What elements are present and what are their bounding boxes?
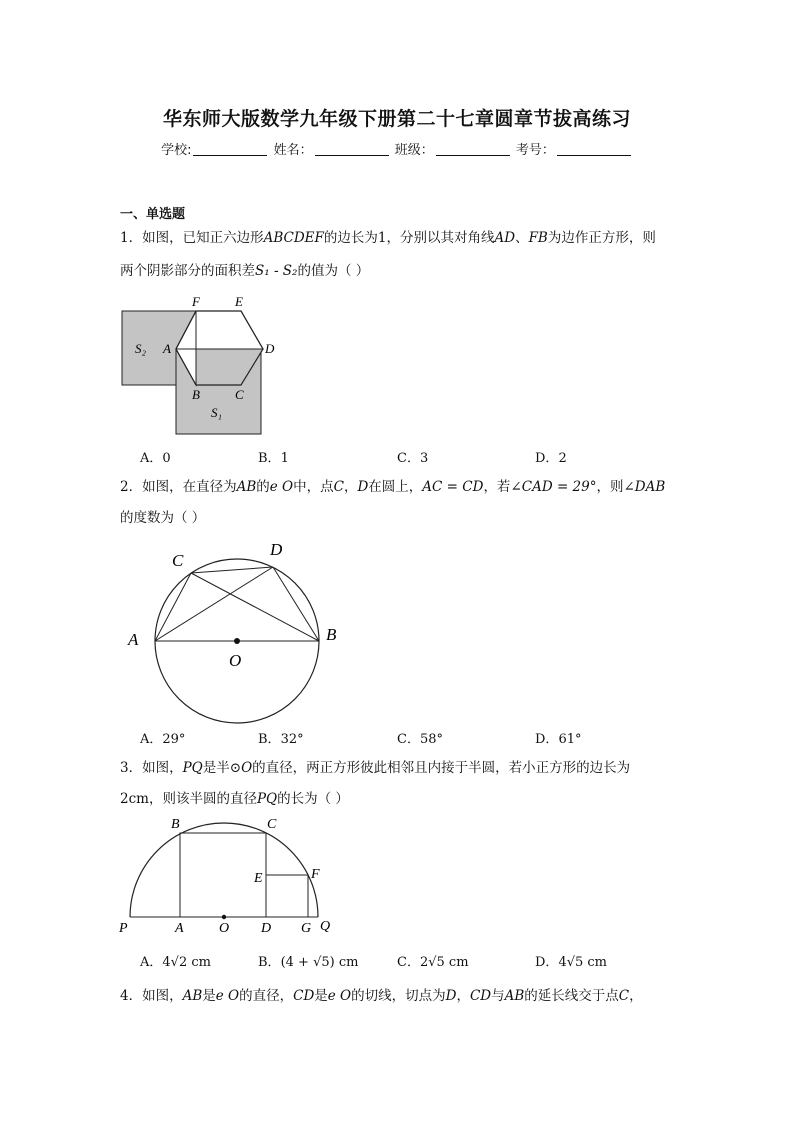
question-1-line-2 [120,262,369,280]
q-math: AB [236,479,257,495]
label-b: B [171,817,180,832]
option-text: 4√2 cm [162,955,211,970]
center-point [234,638,240,644]
segment-cd [191,567,273,573]
q-text: 为边作正方形，则 [547,230,656,246]
option-text: 2 [558,451,567,466]
label-d: D [270,540,283,559]
semicircle [130,823,318,917]
q-text: 在圆上， [368,479,423,495]
school-label: 学校: [161,143,192,158]
question-2-figure [120,535,360,725]
q-text: 如图， [142,988,183,1004]
q-text: 的切线，切点为 [351,988,446,1004]
q-text: 如图， [142,760,183,776]
option-key: C． [397,732,420,747]
question-number: 3． [120,760,143,776]
q-text: ， [343,479,358,495]
q-text: 的值为（ ） [297,263,370,279]
exam-no-label: 考号： [515,143,555,158]
q-math: S₁ - S₂ [255,263,298,279]
label-a: A [163,341,171,356]
option-text: 4√5 cm [558,955,608,970]
option-key: D． [535,451,559,466]
label-a: A [175,921,184,936]
q-math: O [241,760,253,776]
q-math: C [618,988,630,1004]
question-1-line-1 [120,229,656,247]
center-point [222,915,226,919]
question-2-line-1 [120,478,665,496]
q-text: ，分别以其对角线 [386,230,495,246]
q-text: 如图，在直径为 [142,479,237,495]
q-math: 1 [377,230,387,246]
label-c: C [172,551,184,570]
question-2-option-b[interactable] [258,728,304,747]
option-text: 61° [558,732,582,747]
class-blank[interactable] [436,155,510,156]
q-math: AB [182,988,203,1004]
section-heading: 一、单选题 [120,207,186,222]
question-1-option-c[interactable] [397,447,428,466]
option-key: A． [140,955,163,970]
option-text: 0 [162,451,171,466]
q-math: C [333,479,344,495]
q-math: FB [528,230,548,246]
q-text: 是 [314,988,328,1004]
option-key: C． [397,955,420,970]
question-1-option-b[interactable] [258,447,289,466]
question-number: 1． [120,230,143,246]
q-text: ，若 [483,479,511,495]
name-label: 姓名： [273,143,313,158]
label-f: F [311,867,320,882]
label-p: P [119,921,128,936]
label-c: C [235,387,244,402]
label-s2: S₂ [135,341,147,356]
q-math: ∠DAB [623,479,666,495]
q-math: ABCDEF [263,230,324,246]
q-text: 的长为（ ） [277,791,349,807]
question-3-figure [115,812,340,937]
label-o: O [229,651,242,670]
segment-ac [155,573,191,641]
q-text: 的延长线交于点 [524,988,619,1004]
question-2-option-d[interactable] [535,728,581,747]
q-text: 如图，已知正六边形 [142,230,264,246]
label-q: Q [320,919,331,934]
q-math: PQ [182,760,203,776]
option-text: 1 [280,451,289,466]
question-3-line-1 [120,759,630,777]
option-key: B． [258,955,281,970]
question-3-option-c[interactable] [397,951,469,970]
q-math: CD [469,988,492,1004]
q-math: CD [293,988,315,1004]
q-text: 2cm，则该半圆的直径 [120,791,257,807]
label-o: O [219,921,230,936]
q-math: AB [504,988,525,1004]
q-math: ∠CAD = 29° [510,479,597,495]
q-math: D [445,988,457,1004]
q-math: AC = CD [422,479,484,495]
option-key: B． [258,732,281,747]
q-text: 、 [515,230,529,246]
q-text: 是 [202,988,216,1004]
segment-db [273,567,319,641]
class-label: 班级： [394,143,434,158]
q-text: ， [456,988,470,1004]
q-text: 的直径，两正方形彼此相邻且内接于半圆，若小正方形的边长为 [252,760,631,776]
q-math: D [357,479,369,495]
label-a: A [128,630,139,649]
question-number: 4． [120,988,143,1004]
option-key: C． [397,451,420,466]
q-text: 中，点 [293,479,334,495]
option-key: B． [258,451,281,466]
q-text: ， [629,988,643,1004]
option-text: 32° [280,732,304,747]
label-b: B [192,387,200,402]
question-4-line-1 [120,987,643,1005]
q-text: 与 [491,988,505,1004]
label-c: C [267,817,277,832]
label-d: D [265,341,275,356]
question-2-line-2 [120,509,205,527]
question-3-option-d[interactable] [535,951,607,970]
question-number: 2． [120,479,143,495]
q-math: e O [269,479,294,495]
exam-no-blank[interactable] [557,155,631,156]
q-math: PQ [256,791,278,807]
q-text: 的边长为 [323,230,378,246]
question-2-option-c[interactable] [397,728,443,747]
question-1-figure [118,290,278,440]
label-d: D [261,921,272,936]
option-key: D． [535,732,559,747]
option-key: A． [140,451,163,466]
question-1-option-a[interactable] [140,447,171,466]
option-key: A． [140,732,163,747]
option-text: 58° [419,732,443,747]
option-text: 2√5 cm [419,955,469,970]
q-text: 是半⊙ [202,760,242,776]
question-2-option-a[interactable] [140,728,185,747]
q-math: AD [494,230,516,246]
question-3-option-a[interactable] [140,951,211,970]
question-1-option-d[interactable] [535,447,567,466]
student-info-line [0,139,794,158]
name-blank[interactable] [315,155,389,156]
label-b: B [326,625,337,644]
label-e: E [235,294,243,309]
question-3-line-2 [120,790,349,808]
q-math: e O [215,988,240,1004]
q-text: ，则 [596,479,624,495]
small-square [266,875,308,917]
q-text: 两个阴影部分的面积差 [120,263,255,279]
label-e: E [254,871,263,886]
label-f: F [192,294,200,309]
school-blank[interactable] [193,155,267,156]
option-text: 3 [419,451,429,466]
label-s1: S₁ [211,405,223,420]
q-text: 的度数为（ ） [120,510,206,526]
segment-ad [155,567,273,641]
option-text: (4 + √5) cm [280,955,359,970]
option-key: D． [535,955,559,970]
option-text: 29° [162,732,186,747]
page-title: 华东师大版数学九年级下册第二十七章圆章节拔高练习 [162,108,631,130]
q-text: 的 [256,479,270,495]
question-3-option-b[interactable] [258,951,358,970]
segment-cb [191,573,319,641]
label-g: G [301,921,312,936]
q-math: e O [327,988,352,1004]
q-text: 的直径， [239,988,294,1004]
